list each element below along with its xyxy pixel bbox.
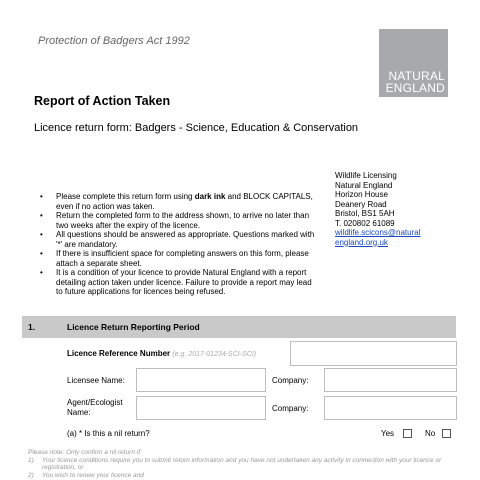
instructions-list [40,192,320,297]
address-phone: T. 020802 61089 [335,218,395,228]
address-line: Bristol, BS1 5AH [335,209,395,218]
section-title: Licence Return Reporting Period [67,322,200,332]
licence-reference-input[interactable] [290,341,457,366]
agent-label-line: Agent/Ecologist [67,398,123,407]
licensee-name-input[interactable] [136,368,266,392]
licensee-name-label: Licensee Name: [67,376,125,385]
natural-england-logo [379,29,448,97]
note-item [28,457,458,472]
agent-ecologist-input[interactable] [136,396,266,420]
note-item-text: You wish to renew your licence and [42,471,144,479]
instruction-text: and BLOCK CAPITALS, even if no action was taken. [56,192,313,211]
instruction-item: • Return the completed form to the address shown, to arrive no later than two weeks after the expiry of the licence. [40,211,320,230]
note-item-number: 2) [28,471,34,479]
licence-reference-hint: (e.g. 2017-01234-SCI-SCI) [172,351,257,358]
instruction-item: • It is a condition of your licence to provide Natural England with a report detailing action taken under licence. Failure to provide a report may lead to future applications for licences being refused. [40,268,320,297]
logo-line-2: ENGLAND [385,81,445,95]
company-input[interactable] [324,368,457,392]
note-item-text: Your licence conditions require you to submit return information and you have not undertaken any activity in connection with your licence or registration, or [42,456,442,471]
instruction-item: • All questions should be answered as appropriate. Questions marked with '*' are mandatory. [40,230,320,249]
page-title: Report of Action Taken [34,94,171,108]
instruction-item [40,192,320,211]
company-label: Company: [272,376,309,385]
address-line: Natural England [335,180,393,190]
no-checkbox[interactable] [442,429,451,438]
instruction-text: Please complete this return form using [56,192,195,201]
instruction-emphasis: dark ink [194,192,226,201]
yes-checkbox[interactable] [403,429,412,438]
agent-company-label: Company: [272,404,309,413]
address-line: Wildlife Licensing [335,171,397,180]
licence-reference-text: Licence Reference Number [67,349,171,358]
nil-return-note [28,449,458,479]
yes-label: Yes [381,429,395,438]
act-title: Protection of Badgers Act 1992 [38,35,190,47]
agent-company-input[interactable] [324,396,457,420]
agent-ecologist-label [67,398,123,417]
address-line: Deanery Road [335,199,387,209]
instruction-item: • If there is insufficient space for completing answers on this form, please attach a separate sheet. [40,249,320,268]
section-number: 1. [28,322,36,332]
email-link[interactable]: wildlife.scicons@natural england.org.uk [335,228,421,247]
nil-return-question: (a) * Is this a nil return? [67,429,150,438]
agent-label-line: Name: [67,407,91,417]
return-address [335,171,460,247]
licence-reference-label [67,349,256,358]
note-intro: Please note: Only confirm a nil return if: [28,449,142,456]
address-line: Horizon House [335,190,388,199]
page-subtitle: Licence return form: Badgers - Science, Education & Conservation [34,122,359,134]
note-item [28,472,458,480]
no-label: No [425,429,436,438]
note-item-number: 1) [28,456,34,464]
logo-line-1: NATURAL [388,69,445,83]
